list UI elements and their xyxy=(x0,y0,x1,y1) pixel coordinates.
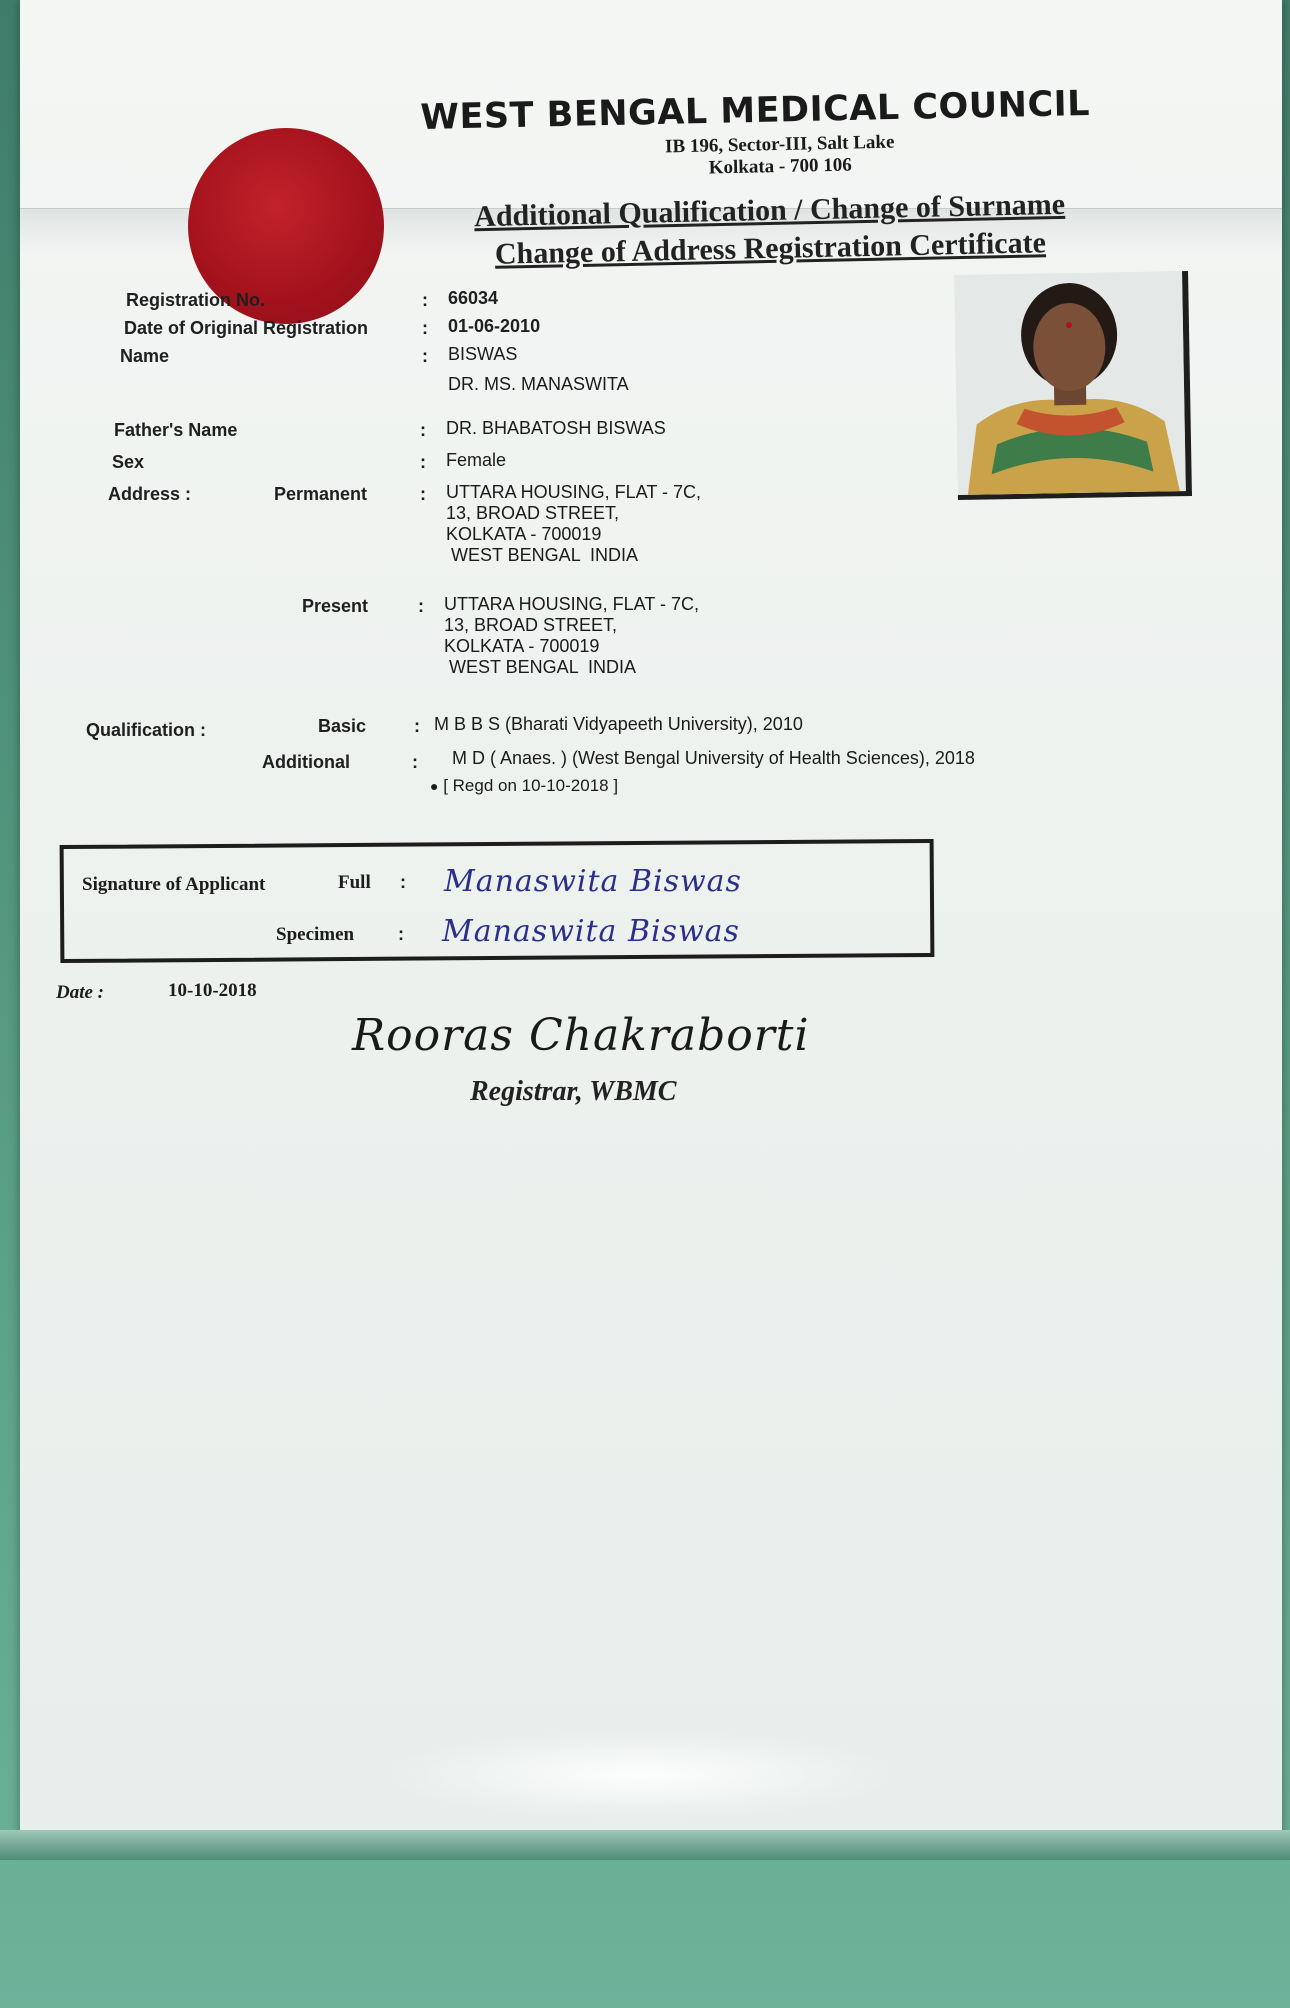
colon: : xyxy=(420,420,426,440)
permanent-label: Permanent xyxy=(274,484,368,504)
colon: : xyxy=(420,452,426,472)
address-label: Address : xyxy=(108,484,192,504)
colon: : xyxy=(422,346,428,366)
signature-label: Signature of Applicant xyxy=(82,874,266,895)
orig-reg-value: 01-06-2010 xyxy=(448,316,541,336)
registrar-signature: Rooras Chakraborti xyxy=(352,1010,810,1061)
name-label: Name xyxy=(120,346,170,366)
colon: : xyxy=(420,484,426,504)
sex-value: Female xyxy=(446,450,507,470)
additional-qualification: M D ( Anaes. ) (West Bengal University of Health Sciences), 2018 xyxy=(452,748,975,768)
orig-reg-label: Date of Original Registration xyxy=(124,318,369,338)
father-value: DR. BHABATOSH BISWAS xyxy=(446,418,666,438)
council-title: WEST BENGAL MEDICAL COUNCIL xyxy=(420,83,1091,138)
surname-value: BISWAS xyxy=(448,344,518,364)
colon: : xyxy=(422,290,428,310)
bullet-icon: ● xyxy=(430,778,439,794)
registrar-title: Registrar, WBMC xyxy=(470,1076,677,1107)
reg-no-label: Registration No. xyxy=(126,290,266,310)
glass-glare xyxy=(380,1730,900,1820)
applicant-photo-icon xyxy=(954,271,1192,500)
permanent-address: UTTARA HOUSING, FLAT - 7C, 13, BROAD STREET, KOLKATA - 700019 WEST BENGAL INDIA xyxy=(446,482,702,565)
colon: : xyxy=(422,318,428,338)
specimen-signature: Manaswita Biswas xyxy=(442,914,740,949)
given-name-value: DR. MS. MANASWITA xyxy=(448,374,629,394)
date-label: Date : xyxy=(56,982,105,1003)
council-address: IB 196, Sector-III, Salt Lake Kolkata - 700 106 xyxy=(664,131,895,179)
sex-label: Sex xyxy=(112,452,145,472)
qualification-label: Qualification : xyxy=(86,720,207,740)
basic-qualification: M B B S (Bharati Vidyapeeth University), 2010 xyxy=(434,714,803,734)
full-label: Full xyxy=(338,872,371,893)
regd-on: ● [ Regd on 10-10-2018 ] xyxy=(430,776,619,795)
colon: : xyxy=(400,872,406,892)
present-label: Present xyxy=(302,596,369,616)
additional-label: Additional xyxy=(262,752,350,772)
specimen-label: Specimen xyxy=(276,924,355,945)
basic-label: Basic xyxy=(318,716,367,736)
reg-no-value: 66034 xyxy=(448,288,499,308)
frame-bottom-edge xyxy=(0,1830,1290,1860)
colon: : xyxy=(418,596,424,616)
certificate-title: Additional Qualification / Change of Surname Change of Address Registration Certificate xyxy=(473,187,1066,271)
date-value: 10-10-2018 xyxy=(168,980,257,1001)
colon: : xyxy=(414,716,420,736)
colon: : xyxy=(412,752,418,772)
full-signature: Manaswita Biswas xyxy=(444,864,742,899)
photo-portrait xyxy=(954,271,1186,495)
present-address: UTTARA HOUSING, FLAT - 7C, 13, BROAD STREET, KOLKATA - 700019 WEST BENGAL INDIA xyxy=(444,594,700,677)
colon: : xyxy=(398,924,404,944)
father-label: Father's Name xyxy=(114,420,238,440)
